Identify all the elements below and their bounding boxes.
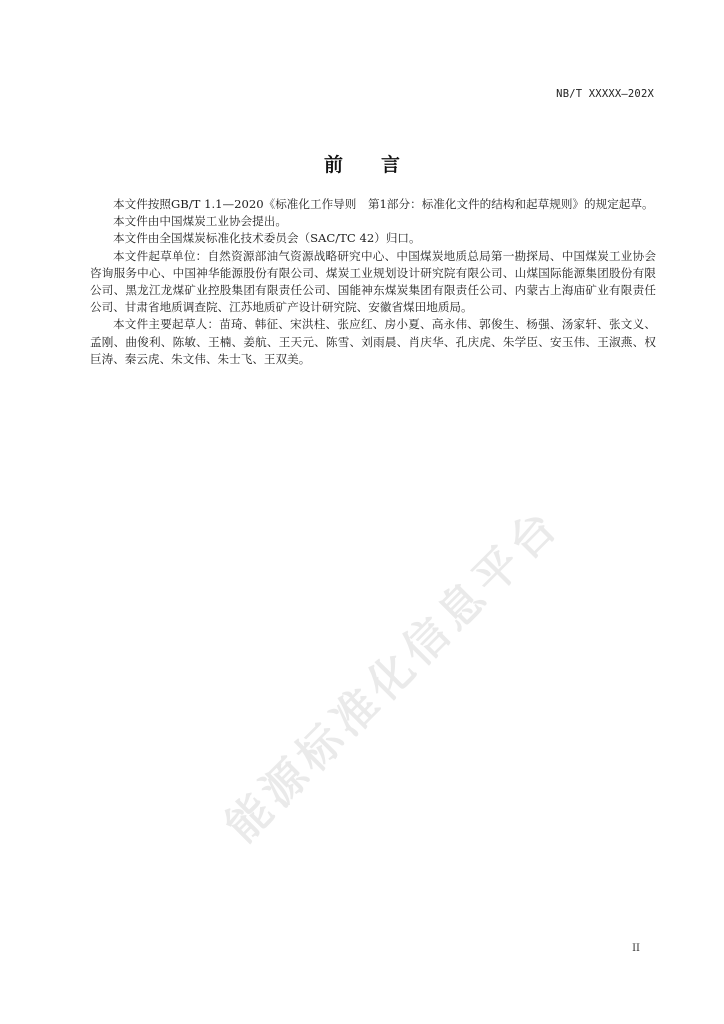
- body-text: [90, 196, 656, 368]
- paragraph-proposer: 本文件由中国煤炭工业协会提出。: [113, 214, 287, 229]
- page-title: 前言: [323, 154, 438, 176]
- watermark: 能源标准化信息平台: [216, 498, 571, 853]
- paragraph-committee: 本文件由全国煤炭标准化技术委员会（SAC/TC 42）归口。: [113, 231, 421, 246]
- page-number: II: [632, 943, 640, 954]
- paragraph-drafting-rules: 本文件按照GB/T 1.1—2020《标准化工作导则 第1部分：标准化文件的结构和起草规则》的规定起草。: [113, 197, 654, 211]
- document-code: NB/T XXXXX—202X: [556, 88, 654, 100]
- paragraph-drafters: 本文件主要起草人：苗琦、韩征、宋洪柱、张应红、房小夏、高永伟、郭俊生、杨强、汤家轩、张文义、孟刚、曲俊利、陈敏、王楠、姜航、王天元、陈雪、刘雨晨、肖庆华、孔庆虎、朱学臣、安玉伟、王淑燕、权巨涛、秦云虎、朱文伟、朱士飞、王双美。: [90, 317, 656, 366]
- paragraph-drafting-units: 本文件起草单位：自然资源部油气资源战略研究中心、中国煤炭地质总局第一勘探局、中国煤炭工业协会咨询服务中心、中国神华能源股份有限公司、煤炭工业规划设计研究院有限公司、山煤国际能源集团股份有限公司、黑龙江龙煤矿业控股集团有限责任公司、国能神东煤炭集团有限责任公司、内蒙古上海庙矿业有限责任公司、甘肃省地质调查院、江苏地质矿产设计研究院、安徽省煤田地质局。: [90, 248, 656, 315]
